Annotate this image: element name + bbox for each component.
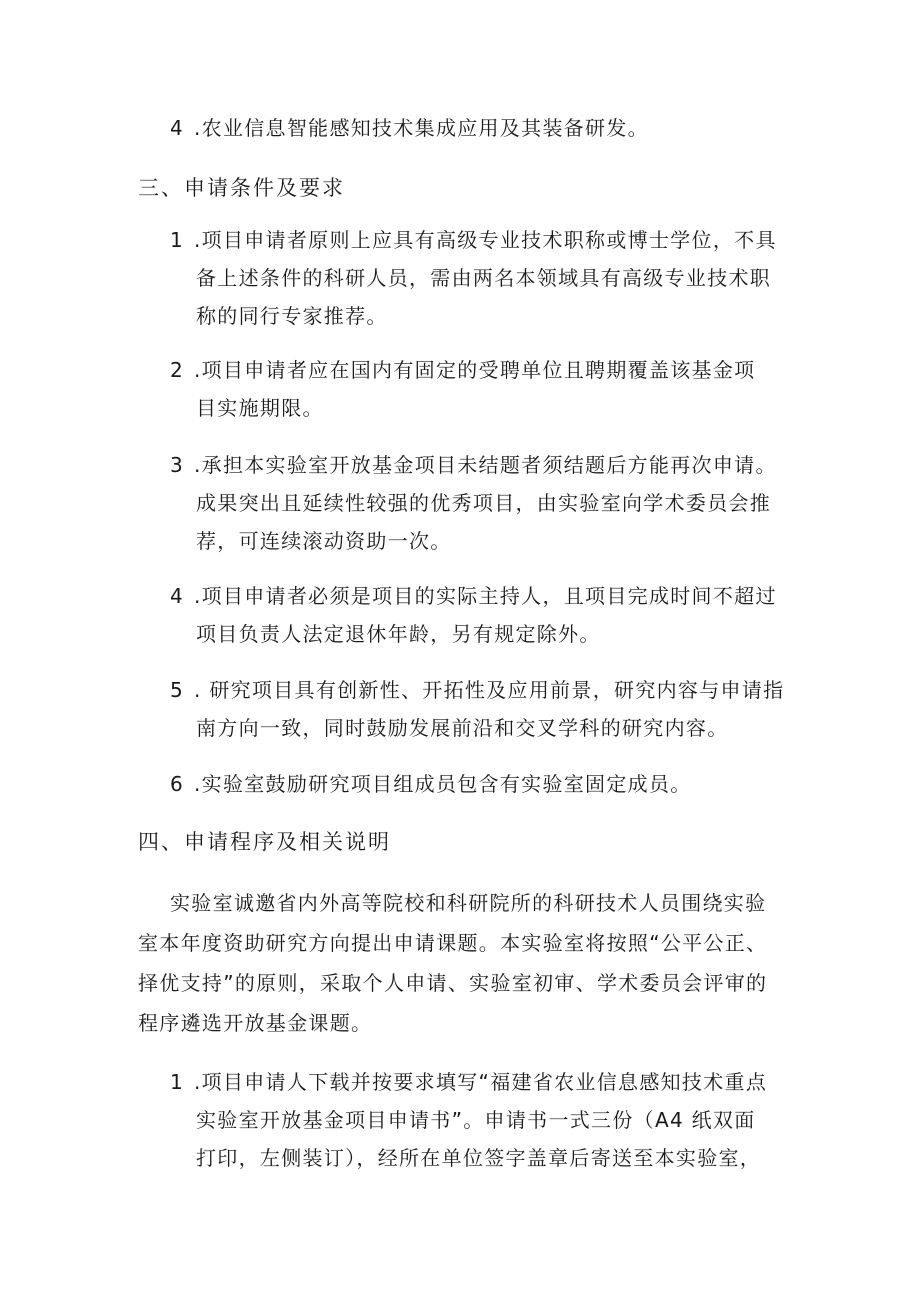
list-item-line: .实验室鼓励研究项目组成员包含有实验室固定成员。 xyxy=(194,772,692,796)
list-item-continuation: 备上述条件的科研人员，需由两名本领域具有高级专业技术职 xyxy=(196,266,772,290)
list-item-s3-6 xyxy=(170,770,692,798)
list-item-text: .农业信息智能感知技术集成应用及其装备研发。 xyxy=(194,116,649,140)
list-item-continuation: 实验室开放基金项目申请书”。申请书一式三份（A4 纸双面 xyxy=(196,1108,756,1132)
list-item-number: 4 xyxy=(170,116,185,140)
list-item-number: 6 xyxy=(170,772,185,796)
paragraph-line: 实验室诚邀省内外高等院校和科研院所的科研技术人员围绕实验 xyxy=(170,891,767,915)
list-item-line: . 研究项目具有创新性、开拓性及应用前景，研究内容与申请指 xyxy=(194,678,785,702)
list-item-s3-1 xyxy=(170,226,777,254)
list-item-number: 2 xyxy=(170,358,185,382)
list-item-number: 1 xyxy=(170,228,185,252)
list-item-s3-4 xyxy=(170,582,777,610)
list-item-continuation: 称的同行专家推荐。 xyxy=(196,304,388,328)
list-item-continuation: 南方向一致，同时鼓励发展前沿和交叉学科的研究内容。 xyxy=(196,716,729,740)
list-item-line: .项目申请者必须是项目的实际主持人，且项目完成时间不超过 xyxy=(194,584,777,608)
list-item-s3-2 xyxy=(170,356,755,384)
list-item-continuation: 打印，左侧装订），经所在单位签字盖章后寄送至本实验室， xyxy=(196,1146,762,1170)
list-item-number: 4 xyxy=(170,584,185,608)
list-item-number: 3 xyxy=(170,453,185,477)
list-item-line: .项目申请者应在国内有固定的受聘单位且聘期覆盖该基金项 xyxy=(194,358,756,382)
list-item-s3-5 xyxy=(170,676,784,704)
list-item-continuation: 目实施期限。 xyxy=(196,396,324,420)
list-item-number: 1 xyxy=(170,1070,185,1094)
paragraph-line: 室本年度资助研究方向提出申请课题。本实验室将按照“公平公正、 xyxy=(138,931,768,955)
list-item-continuation: 成果突出且延续性较强的优秀项目，由实验室向学术委员会推 xyxy=(196,491,772,515)
list-item-s4-1 xyxy=(170,1068,767,1096)
paragraph-line: 程序遴选开放基金课题。 xyxy=(138,1011,373,1035)
section-heading-4: 四、申请程序及相关说明 xyxy=(138,830,391,854)
list-item-line: .承担本实验室开放基金项目未结题者须结题后方能再次申请。 xyxy=(194,453,777,477)
list-item-s3-3 xyxy=(170,451,777,479)
list-item-prev-4 xyxy=(170,114,649,142)
section-heading-3: 三、申请条件及要求 xyxy=(138,176,345,200)
list-item-continuation: 荐，可连续滚动资助一次。 xyxy=(196,529,452,553)
list-item-number: 5 xyxy=(170,678,185,702)
paragraph-line: 择优支持”的原则，采取个人申请、实验室初审、学术委员会评审的 xyxy=(138,971,768,995)
list-item-continuation: 项目负责人法定退休年龄，另有规定除外。 xyxy=(196,622,601,646)
list-item-line: .项目申请者原则上应具有高级专业技术职称或博士学位，不具 xyxy=(194,228,777,252)
list-item-line: .项目申请人下载并按要求填写“福建省农业信息感知技术重点 xyxy=(194,1070,768,1094)
